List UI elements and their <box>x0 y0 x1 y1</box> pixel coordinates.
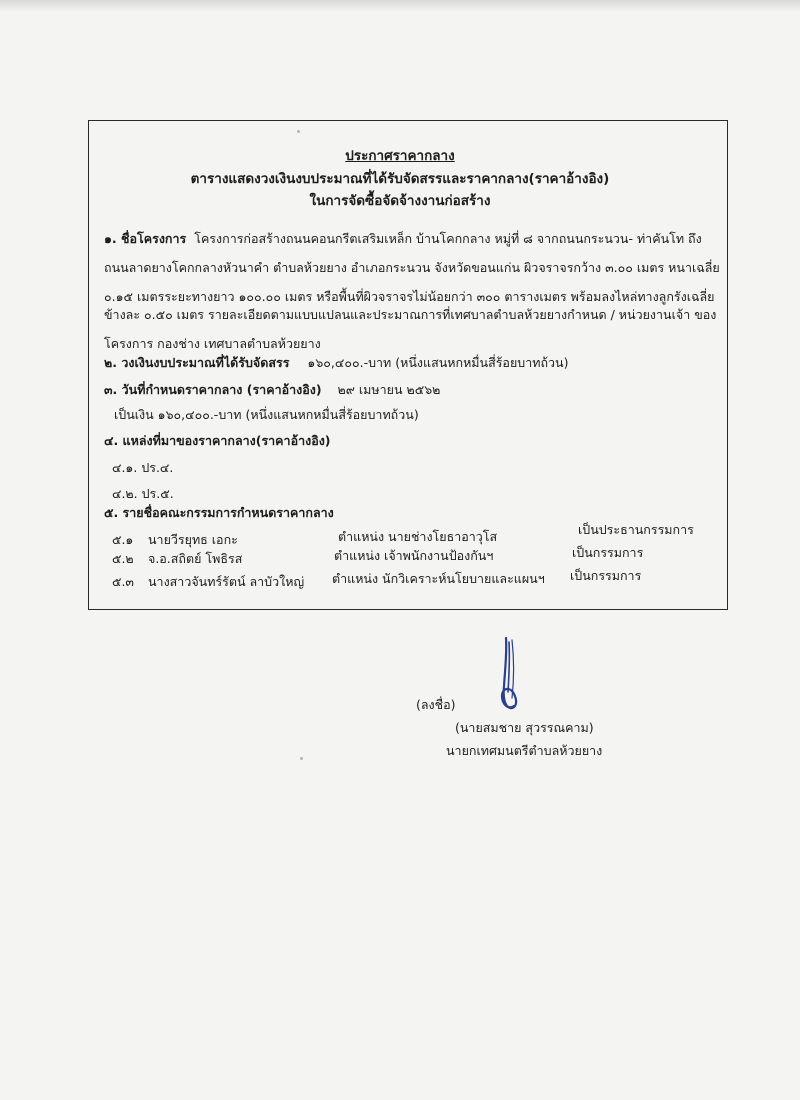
scan-edge-shadow <box>0 0 800 12</box>
committee-member-position: ตำแหน่ง นายช่างโยธาอาวุโส <box>338 529 498 544</box>
committee-member-role: เป็นกรรมการ <box>572 545 644 560</box>
announcement-subtitle: ตารางแสดงวงเงินงบประมาณที่ได้รับจัดสรรและราคากลาง(ราคาอ้างอิง) <box>190 171 610 187</box>
sign-label: (ลงชื่อ) <box>416 697 456 712</box>
committee-member-position: ตำแหน่ง เจ้าพนักงานป้องกันฯ <box>334 548 494 563</box>
announcement-title: ประกาศราคากลาง <box>345 148 455 164</box>
project-text-1: โครงการก่อสร้างถนนคอนกรีตเสริมเหล็ก บ้านโคกกลาง หมู่ที่ ๘ จากถนนกระนวน- ท่าคันโท ถึง <box>194 231 702 246</box>
project-text-4: ข้างละ ๐.๕๐ เมตร รายละเอียดตามแบบแปลนและประมาณการที่เทศบาลตำบลห้วยยางกำหนด / หน่วยงานเจ้า ของ <box>104 307 717 322</box>
project-text-3: ๐.๑๕ เมตรระยะทางยาว ๑๐๐.๐๐ เมตร หรือพื้นที่ผิวจราจรไม่น้อยกว่า ๓๐๐ ตารางเมตร พร้อมลงไหล่ทางลูกรังเฉลี่ย <box>104 289 715 304</box>
date-line <box>104 380 716 400</box>
project-text-5: โครงการ กองช่าง เทศบาลตำบลห้วยยาง <box>104 336 321 351</box>
budget-value: ๑๖๐,๔๐๐.-บาท (หนึ่งแสนหกหมื่นสี่ร้อยบาทถ้วน) <box>307 355 569 370</box>
source-item-1: ๔.๑. ปร.๔. <box>112 460 174 475</box>
sources-label: ๔. แหล่งที่มาของราคากลาง(ราคาอ้างอิง) <box>104 433 331 448</box>
committee-member-name: นายวีรยุทธ เอกะ <box>148 532 238 547</box>
signer-title: นายกเทศมนตรีตำบลห้วยยาง <box>446 743 603 758</box>
committee-member-no: ๕.๓ <box>112 574 134 589</box>
budget-line <box>104 353 716 373</box>
committee-member-name: จ.อ.สถิตย์ โพธิรส <box>148 551 243 566</box>
date-value: ๒๙ เมษายน ๒๕๖๒ <box>337 382 441 397</box>
project-line-1 <box>104 229 716 249</box>
date-amount: เป็นเงิน ๑๖๐,๔๐๐.-บาท (หนึ่งแสนหกหมื่นสี่ร้อยบาทถ้วน) <box>114 407 419 422</box>
project-text-2: ถนนลาดยางโคกกลางหัวนาคำ ตำบลห้วยยาง อำเภอกระนวน จังหวัดขอนแก่น ผิวจราจรกว้าง ๓.๐๐ เมตร หนาเฉลี่ย <box>104 260 720 275</box>
committee-label: ๕. รายชื่อคณะกรรมการกำหนดราคากลาง <box>104 505 334 520</box>
announcement-subtitle-2: ในการจัดซื้อจัดจ้างงานก่อสร้าง <box>309 193 491 209</box>
committee-member-no: ๕.๑ <box>112 532 134 547</box>
budget-label: ๒. วงเงินงบประมาณที่ได้รับจัดสรร <box>104 355 290 370</box>
scan-speck <box>300 757 303 760</box>
committee-member-name: นางสาวจันทร์รัตน์ ลาบัวใหญ่ <box>148 574 305 589</box>
project-label: ๑. ชื่อโครงการ <box>104 231 187 246</box>
committee-member-role: เป็นประธานกรรมการ <box>578 522 694 537</box>
handwritten-signature <box>490 636 530 714</box>
committee-member-no: ๕.๒ <box>112 551 134 566</box>
source-item-2: ๔.๒. ปร.๕. <box>112 486 174 501</box>
committee-member-position: ตำแหน่ง นักวิเคราะห์นโยบายและแผนฯ <box>332 571 545 586</box>
committee-member-role: เป็นกรรมการ <box>570 568 642 583</box>
date-label: ๓. วันที่กำหนดราคากลาง (ราคาอ้างอิง) <box>104 382 322 397</box>
signer-name: (นายสมชาย สุวรรณคาม) <box>455 720 594 735</box>
